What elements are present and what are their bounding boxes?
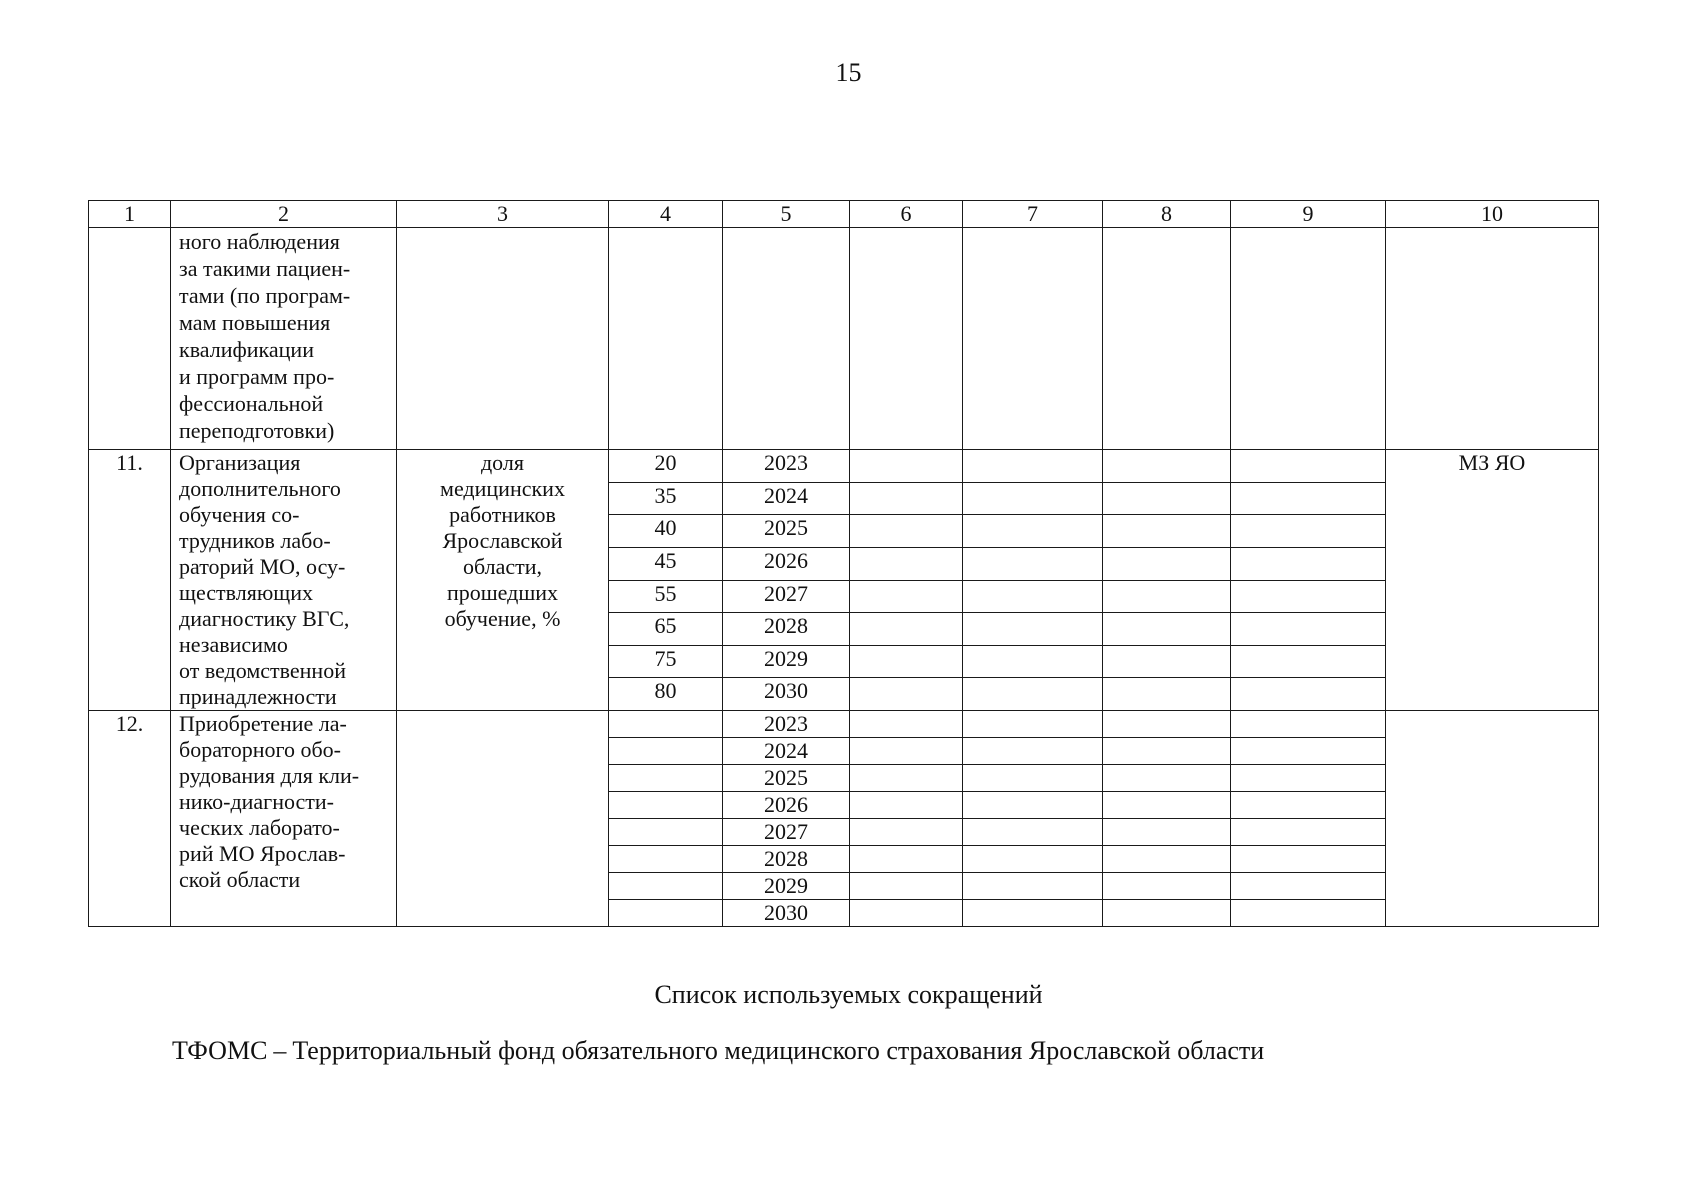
- empty-cell: [1103, 645, 1231, 678]
- empty-cell: [1103, 711, 1231, 738]
- abbreviation-definition: Территориальный фонд обязательного медицинского страхования Ярославской области: [292, 1036, 1265, 1065]
- header-cell: 6: [850, 201, 963, 228]
- activity-name-cell: [171, 450, 397, 711]
- year-cell: 2024: [723, 482, 850, 515]
- activity-name-line: обучения со-: [179, 502, 300, 527]
- empty-cell: [850, 711, 963, 738]
- empty-cell: [963, 228, 1103, 450]
- activity-name-line: дополнительного: [179, 476, 341, 501]
- empty-cell: [963, 515, 1103, 548]
- year-cell: 2029: [723, 873, 850, 900]
- value-cell: 35: [609, 482, 723, 515]
- header-cell: 4: [609, 201, 723, 228]
- activity-name-line: диагностику ВГС,: [179, 606, 350, 631]
- empty-cell: [1231, 873, 1386, 900]
- header-cell: 2: [171, 201, 397, 228]
- empty-cell: [1103, 846, 1231, 873]
- activity-name-line: ществляющих: [179, 580, 313, 605]
- activity-name-line: Организация: [179, 450, 301, 475]
- empty-cell: [1231, 711, 1386, 738]
- table-row-continuation: [89, 228, 1599, 450]
- empty-cell: [1231, 765, 1386, 792]
- table-row: [89, 711, 1599, 738]
- abbreviation-term: ТФОМС: [172, 1036, 268, 1065]
- empty-cell: [963, 765, 1103, 792]
- activity-name-line: ного наблюдения: [179, 229, 340, 254]
- year-cell: 2027: [723, 819, 850, 846]
- empty-cell: [1231, 613, 1386, 646]
- value-cell: [609, 711, 723, 738]
- value-cell: 20: [609, 450, 723, 483]
- indicator-line: прошедших: [446, 580, 559, 605]
- responsible-cell: [1386, 711, 1599, 927]
- empty-cell: [850, 846, 963, 873]
- empty-cell: [850, 228, 963, 450]
- header-cell: 3: [397, 201, 609, 228]
- empty-cell: [963, 547, 1103, 580]
- value-cell: [609, 846, 723, 873]
- empty-cell: [1231, 515, 1386, 548]
- activity-name-line: ческих лаборато-: [179, 815, 340, 840]
- year-cell: 2028: [723, 613, 850, 646]
- empty-cell: [1103, 613, 1231, 646]
- indicator-line: работников: [449, 502, 556, 527]
- empty-cell: [1231, 738, 1386, 765]
- activity-name-line: нико-диагности-: [179, 789, 334, 814]
- year-cell: 2023: [723, 711, 850, 738]
- empty-cell: [963, 900, 1103, 927]
- responsible-cell: [1386, 228, 1599, 450]
- header-cell: 8: [1103, 201, 1231, 228]
- empty-cell: [850, 450, 963, 483]
- value-cell: [609, 792, 723, 819]
- abbreviation-dash: –: [273, 1036, 287, 1065]
- header-cell: 9: [1231, 201, 1386, 228]
- year-cell: 2023: [723, 450, 850, 483]
- empty-cell: [963, 738, 1103, 765]
- empty-cell: [963, 678, 1103, 711]
- empty-cell: [1103, 482, 1231, 515]
- value-cell: [609, 738, 723, 765]
- responsible-cell: МЗ ЯО: [1386, 450, 1599, 711]
- empty-cell: [1231, 580, 1386, 613]
- empty-cell: [1231, 792, 1386, 819]
- activity-name-line: тами (по програм-: [179, 283, 351, 308]
- activities-table: [88, 200, 1599, 927]
- value-cell: 40: [609, 515, 723, 548]
- indicator-cell: [397, 450, 609, 711]
- value-cell: [609, 873, 723, 900]
- row-number-cell: 12.: [89, 711, 171, 927]
- empty-cell: [963, 846, 1103, 873]
- activity-name-line: переподготовки): [179, 418, 335, 443]
- empty-cell: [850, 678, 963, 711]
- activity-name-line: Приобретение ла-: [179, 711, 347, 736]
- row-number-cell: [89, 228, 171, 450]
- abbreviations-title: Список используемых сокращений: [654, 980, 1043, 1009]
- empty-cell: [1103, 819, 1231, 846]
- empty-cell: [963, 580, 1103, 613]
- value-cell: [609, 765, 723, 792]
- empty-cell: [963, 613, 1103, 646]
- empty-cell: [850, 765, 963, 792]
- value-cell: 80: [609, 678, 723, 711]
- year-cell: 2026: [723, 792, 850, 819]
- empty-cell: [850, 482, 963, 515]
- activity-name-line: за такими пациен-: [179, 256, 351, 281]
- indicator-line: области,: [462, 554, 543, 579]
- header-cell: 7: [963, 201, 1103, 228]
- year-cell: 2028: [723, 846, 850, 873]
- indicator-line: медицинских: [440, 476, 565, 501]
- year-cell: 2029: [723, 645, 850, 678]
- empty-cell: [1231, 228, 1386, 450]
- empty-cell: [850, 792, 963, 819]
- empty-cell: [963, 711, 1103, 738]
- empty-cell: [1231, 678, 1386, 711]
- empty-cell: [1231, 645, 1386, 678]
- activity-name-line: и программ про-: [179, 364, 335, 389]
- year-cell: 2025: [723, 765, 850, 792]
- activity-name-line: независимо: [179, 632, 288, 657]
- empty-cell: [1103, 450, 1231, 483]
- indicator-line: обучение, %: [444, 606, 561, 631]
- activity-name-line: от ведомственной: [179, 658, 346, 683]
- year-cell: 2030: [723, 900, 850, 927]
- empty-cell: [963, 873, 1103, 900]
- value-cell: [609, 900, 723, 927]
- empty-cell: [963, 792, 1103, 819]
- table-row: [89, 450, 1599, 483]
- activity-name-line: мам повышения: [179, 310, 331, 335]
- empty-cell: [963, 450, 1103, 483]
- year-cell: 2024: [723, 738, 850, 765]
- year-cell: 2026: [723, 547, 850, 580]
- value-cell: 45: [609, 547, 723, 580]
- activity-name-line: ской области: [179, 867, 301, 892]
- header-cell: 10: [1386, 201, 1599, 228]
- empty-cell: [963, 482, 1103, 515]
- value-cell: [609, 228, 723, 450]
- empty-cell: [1231, 450, 1386, 483]
- indicator-line: доля: [480, 450, 524, 475]
- empty-cell: [1103, 900, 1231, 927]
- abbreviation-entry: [172, 1036, 1264, 1066]
- empty-cell: [963, 819, 1103, 846]
- empty-cell: [850, 900, 963, 927]
- header-cell: 5: [723, 201, 850, 228]
- value-cell: 65: [609, 613, 723, 646]
- empty-cell: [1103, 678, 1231, 711]
- empty-cell: [1231, 900, 1386, 927]
- activity-name-line: квалификации: [179, 337, 314, 362]
- table-header-row: [89, 201, 1599, 228]
- empty-cell: [1231, 819, 1386, 846]
- empty-cell: [1103, 547, 1231, 580]
- value-cell: [609, 819, 723, 846]
- empty-cell: [1103, 228, 1231, 450]
- year-cell: 2027: [723, 580, 850, 613]
- empty-cell: [1231, 547, 1386, 580]
- year-cell: 2030: [723, 678, 850, 711]
- empty-cell: [1103, 765, 1231, 792]
- value-cell: 55: [609, 580, 723, 613]
- activity-name-line: принадлежности: [179, 684, 337, 709]
- year-cell: [723, 228, 850, 450]
- empty-cell: [1103, 792, 1231, 819]
- activity-name-cell: [171, 711, 397, 927]
- empty-cell: [1103, 580, 1231, 613]
- empty-cell: [850, 613, 963, 646]
- empty-cell: [850, 645, 963, 678]
- row-number-cell: 11.: [89, 450, 171, 711]
- empty-cell: [1103, 738, 1231, 765]
- empty-cell: [850, 547, 963, 580]
- empty-cell: [963, 645, 1103, 678]
- activity-name-line: раторий МО, осу-: [179, 554, 346, 579]
- header-cell: 1: [89, 201, 171, 228]
- indicator-line: Ярославской: [442, 528, 563, 553]
- empty-cell: [850, 738, 963, 765]
- value-cell: 75: [609, 645, 723, 678]
- empty-cell: [850, 580, 963, 613]
- year-cell: 2025: [723, 515, 850, 548]
- page-number: 15: [835, 58, 862, 87]
- empty-cell: [1231, 846, 1386, 873]
- empty-cell: [1231, 482, 1386, 515]
- activity-name-cell: [171, 228, 397, 450]
- activity-name-line: фессиональной: [179, 391, 324, 416]
- activity-name-line: рудования для кли-: [179, 763, 360, 788]
- empty-cell: [850, 873, 963, 900]
- activity-name-line: бораторного обо-: [179, 737, 341, 762]
- empty-cell: [1103, 515, 1231, 548]
- empty-cell: [1103, 873, 1231, 900]
- empty-cell: [850, 515, 963, 548]
- indicator-cell: [397, 228, 609, 450]
- activity-name-line: рий МО Ярослав-: [179, 841, 346, 866]
- empty-cell: [850, 819, 963, 846]
- activity-name-line: трудников лабо-: [179, 528, 331, 553]
- indicator-cell: [397, 711, 609, 927]
